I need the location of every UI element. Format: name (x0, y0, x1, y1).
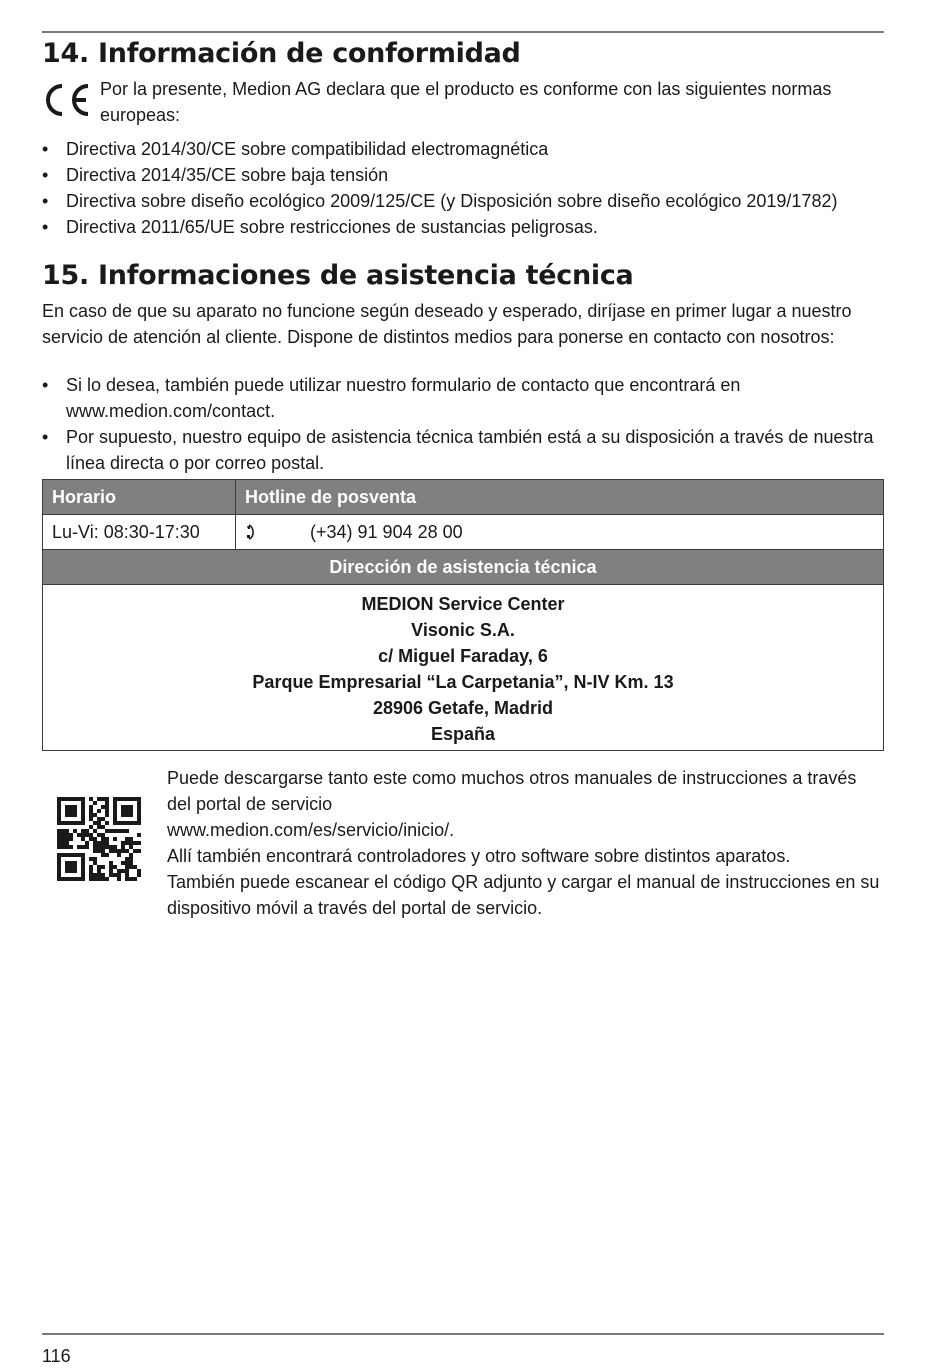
list-item: • Directiva 2011/65/UE sobre restricciones de sustancias peligrosas. (42, 214, 884, 240)
bottom-rule (42, 1333, 884, 1335)
address-header: Dirección de asistencia técnica (329, 557, 597, 577)
service-portal-link[interactable]: www.medion.com/es/servicio/inicio/. (167, 820, 455, 840)
download-text-line: Puede descargarse tanto este como muchos otros manuales de instrucciones a través del portal de servicio (167, 768, 857, 814)
directive-list (42, 136, 884, 240)
support-option-list (42, 372, 884, 476)
ce-mark-icon (42, 82, 94, 118)
declaration-text: Por la presente, Medion AG declara que el producto es conforme con las siguientes normas europeas: (100, 79, 832, 125)
page-number: 116 (42, 1346, 71, 1366)
column-header-hotline: Hotline de posventa (245, 487, 417, 507)
section-14-title: 14. Información de conformidad (42, 38, 521, 69)
list-item: • Si lo desea, también puede utilizar nuestro formulario de contacto que encontrará en www.medion.com/contact. (42, 372, 884, 424)
section-15-title: 15. Informaciones de asistencia técnica (42, 260, 634, 291)
address-row (43, 585, 883, 750)
table-row (43, 515, 883, 550)
list-item: • Por supuesto, nuestro equipo de asistencia técnica también está a su disposición a través de nuestra línea directa o por correo postal. (42, 424, 884, 476)
list-item: • Directiva sobre diseño ecológico 2009/125/CE (y Disposición sobre diseño ecológico 2019/1782) (42, 188, 884, 214)
manual-page (42, 0, 884, 1369)
address-line: MEDION Service Center (361, 594, 565, 614)
download-text (167, 765, 884, 921)
address-line: Visonic S.A. (411, 620, 515, 640)
download-text-line: También puede escanear el código QR adjunto y cargar el manual de instrucciones en su dispositivo móvil a través del portal de servicio. (167, 872, 880, 918)
phone-icon (245, 519, 305, 545)
hotline-phone-number: (+34) 91 904 28 00 (310, 522, 463, 542)
address-line: c/ Miguel Faraday, 6 (378, 646, 548, 666)
address-line: Parque Empresarial “La Carpetania”, N-IV Km. 13 (252, 672, 674, 692)
qr-code-icon[interactable] (57, 797, 141, 881)
list-item: • Directiva 2014/30/CE sobre compatibilidad electromagnética (42, 136, 884, 162)
list-item: • Directiva 2014/35/CE sobre baja tensión (42, 162, 884, 188)
address-line: 28906 Getafe, Madrid (372, 698, 554, 718)
hotline-cell (236, 515, 883, 549)
download-text-line: Allí también encontrará controladores y otro software sobre distintos aparatos. (167, 846, 791, 866)
support-intro-text: En caso de que su aparato no funcione según deseado y esperado, diríjase en primer lugar a nuestro servicio de atención al cliente. Dispone de distintos medios para ponerse en contacto con nosotros: (42, 301, 852, 347)
address-line: España (430, 724, 496, 744)
column-header-hours: Horario (43, 480, 236, 514)
hours-cell: Lu-Vi: 08:30-17:30 (43, 515, 236, 549)
address-header-row (43, 550, 883, 585)
support-table (42, 479, 884, 751)
top-rule (42, 31, 884, 33)
table-header-row (43, 480, 883, 515)
